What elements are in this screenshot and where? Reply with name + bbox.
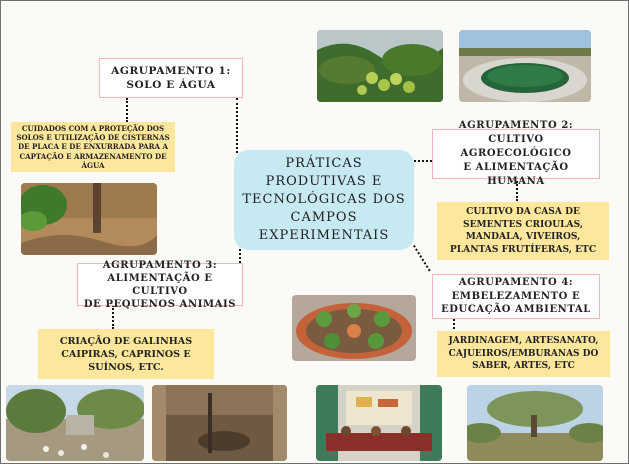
photo-crafts-table	[316, 385, 442, 461]
center-line: PRODUTIVAS E	[265, 174, 383, 189]
center-line: PRÁTICAS	[285, 156, 363, 171]
center-line: EXPERIMENTAIS	[258, 228, 390, 243]
photo-animal-pen	[152, 385, 287, 461]
photo-fruit-tree	[317, 30, 443, 102]
center-line: CAMPOS	[290, 210, 358, 225]
connector-g4-center	[413, 245, 431, 272]
connector-g1-desc	[126, 98, 128, 122]
group-4-title: AGRUPAMENTO 4: EMBELEZAMENTO E EDUCAÇÃO AMBIENTAL	[432, 274, 600, 319]
group-2-description: CULTIVO DA CASA DE SEMENTES CRIOULAS, MANDALA, VIVEIROS, PLANTAS FRUTÍFERAS, ETC	[437, 202, 609, 260]
group-2-title: AGRUPAMENTO 2: CULTIVO AGROECOLÓGICO E ALIMENTAÇÃO HUMANA	[432, 129, 600, 179]
group-4-description: JARDINAGEM, ARTESANATO, CAJUEIROS/EMBURANAS DO SABER, ARTES, ETC	[437, 331, 610, 377]
photo-chickens-yard	[6, 385, 144, 461]
center-line: TECNOLÓGICAS DOS	[242, 192, 406, 207]
photo-mandala-garden	[292, 295, 416, 361]
group-3-title: AGRUPAMENTO 3: ALIMENTAÇÃO E CULTIVO DE PEQUENOS ANIMAIS	[77, 263, 243, 306]
photo-water-cistern	[459, 30, 591, 102]
photo-soil-protection	[21, 183, 157, 255]
group-3-description: CRIAÇÃO DE GALINHAS CAIPIRAS, CAPRINOS E SUÍNOS, ETC.	[38, 329, 214, 379]
connector-g1-center	[236, 98, 238, 153]
group-1-description: CUIDADOS COM A PROTEÇÃO DOS SOLOS E UTILIZAÇÃO DE CISTERNAS DE PLACA E DE ENXURRADA PARA A CAPTAÇÃO E ARMAZENAMENTO DE ÁGUA	[11, 122, 175, 172]
central-topic	[234, 150, 414, 250]
photo-trees-landscape	[467, 385, 603, 461]
group-1-title: AGRUPAMENTO 1: SOLO E ÁGUA	[99, 58, 243, 98]
connector-g2-center	[414, 160, 432, 162]
